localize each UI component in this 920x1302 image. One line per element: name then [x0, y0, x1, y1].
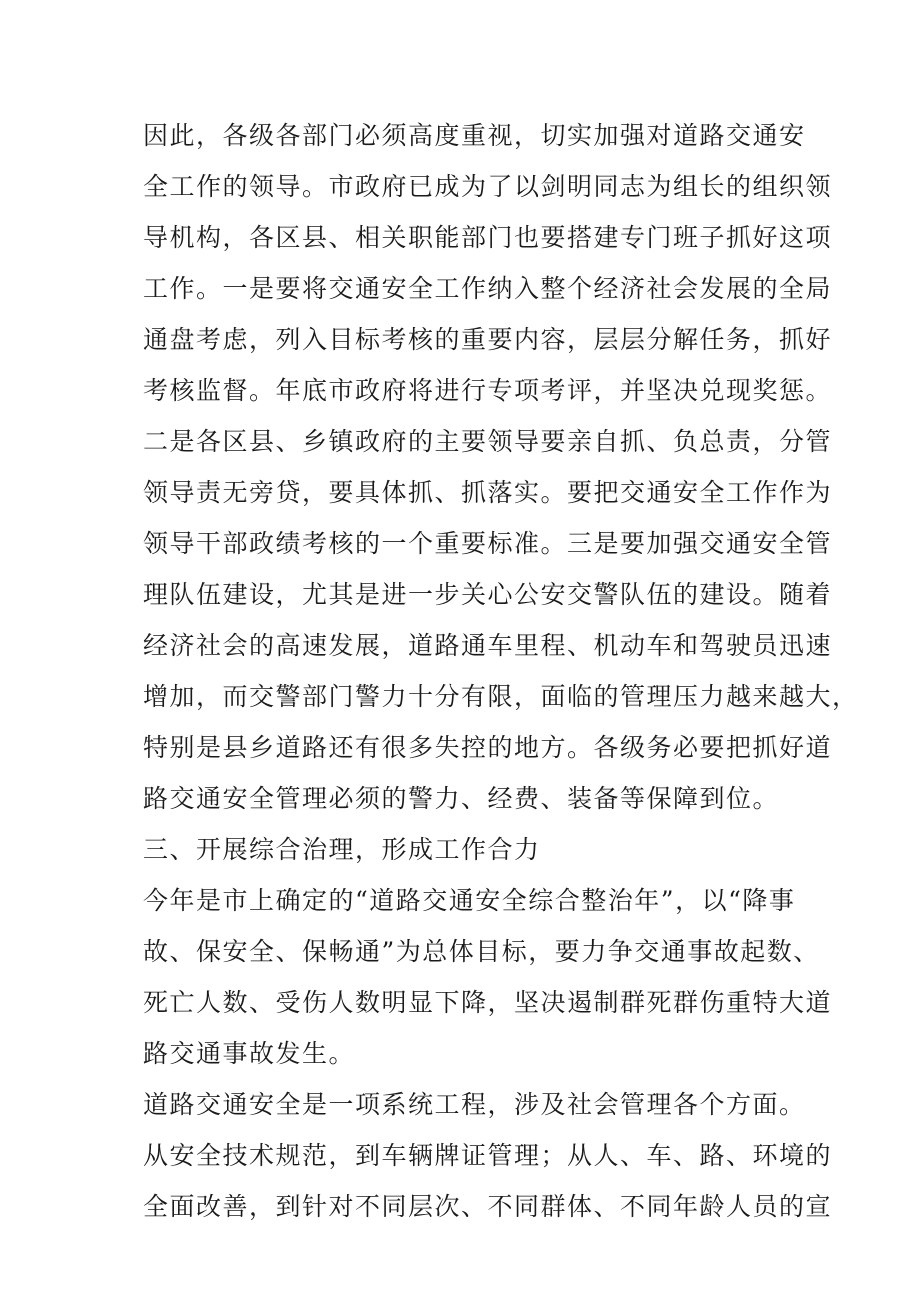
text-line: 从安全技术规范，到车辆牌证管理；从人、车、路、环境的	[143, 1141, 833, 1170]
section-heading: 三、开展综合治理，形成工作合力	[143, 835, 541, 864]
text-line: 理队伍建设，尤其是进一步关心公安交警队伍的建设。随着	[143, 580, 833, 609]
text-line: 导机构，各区县、相关职能部门也要搭建专门班子抓好这项	[143, 223, 833, 252]
text-line: 路交通事故发生。	[143, 1039, 356, 1068]
text-line: 全面改善，到针对不同层次、不同群体、不同年龄人员的宣	[143, 1192, 833, 1221]
text-line: 经济社会的高速发展，道路通车里程、机动车和驾驶员迅速	[143, 631, 833, 660]
text-line: 增加，而交警部门警力十分有限，面临的管理压力越来越大，	[143, 682, 859, 711]
text-line: 工作。一是要将交通安全工作纳入整个经济社会发展的全局	[143, 274, 833, 303]
text-line: 道路交通安全是一项系统工程，涉及社会管理各个方面。	[143, 1090, 806, 1119]
text-line: 今年是市上确定的“道路交通安全综合整治年”，以“降事	[143, 886, 796, 915]
text-line: 二是各区县、乡镇政府的主要领导要亲自抓、负总责，分管	[143, 427, 833, 456]
text-line: 通盘考虑，列入目标考核的重要内容，层层分解任务，抓好	[143, 325, 833, 354]
text-line: 领导责无旁贷，要具体抓、抓落实。要把交通安全工作作为	[143, 478, 833, 507]
text-line: 故、保安全、保畅通”为总体目标，要力争交通事故起数、	[143, 937, 820, 966]
text-line: 领导干部政绩考核的一个重要标准。三是要加强交通安全管	[143, 529, 833, 558]
text-line: 因此，各级各部门必须高度重视，切实加强对道路交通安	[143, 121, 806, 150]
text-line: 死亡人数、受伤人数明显下降，坚决遏制群死群伤重特大道	[143, 988, 833, 1017]
text-line: 路交通安全管理必须的警力、经费、装备等保障到位。	[143, 784, 780, 813]
text-line: 考核监督。年底市政府将进行专项考评，并坚决兑现奖惩。	[143, 376, 833, 405]
text-line: 特别是县乡道路还有很多失控的地方。各级务必要把抓好道	[143, 733, 833, 762]
text-line: 全工作的领导。市政府已成为了以剑明同志为组长的组织领	[143, 172, 833, 201]
